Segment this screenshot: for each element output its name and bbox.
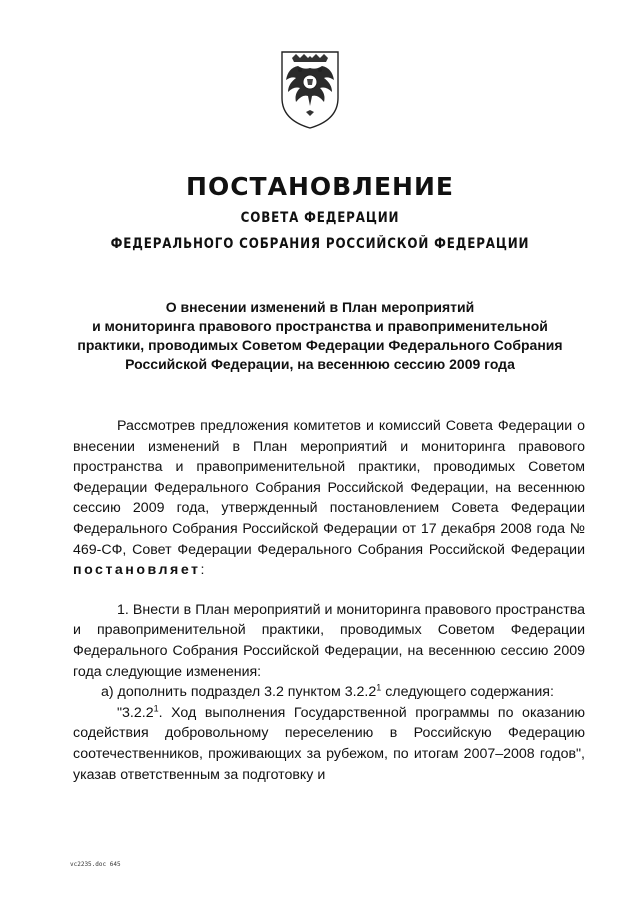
preamble-verb: постановляет	[73, 562, 201, 579]
preamble-paragraph	[73, 416, 585, 581]
issuer-line-1: СОВЕТА ФЕДЕРАЦИИ	[240, 210, 400, 226]
item-a-after: следующего содержания:	[381, 684, 554, 701]
item-1-paragraph: 1. Внести в План мероприятий и мониторинга правового пространства и правоприменительной практики, проводимых Советом Федерации Федерального Собрания Российской Федерации, на весеннюю сессию 2009 года следующие изменения:	[73, 601, 585, 680]
item-a-superscript: 1	[376, 682, 382, 693]
quote-after: . Ход выполнения Государственной программы по оказанию содействия добровольному переселению в Российскую Федерацию соотечественников, проживающих за рубежом, по итогам 2007–2008 годов", указав ответственным за подготовку и	[73, 704, 585, 783]
footer-doc-code: vc2235.doc 645	[70, 861, 121, 868]
document-title: ПОСТАНОВЛЕНИЕ	[186, 172, 454, 201]
item-a-before: а) дополнить подраздел 3.2 пунктом 3.2.2	[101, 684, 377, 701]
preamble-text: Рассмотрев предложения комитетов и комиссий Совета Федерации о внесении изменений в План мероприятий и мониторинга правового пространства и правоприменительной практики, проводимых Советом Федерации Федерального Собрания Российской Федерации, на весеннюю сессию 2009 года, утвержденный постановлением Совета Федерации Федерального Собрания Российской Федерации от 17 декабря 2008 года № 469-СФ, Совет Федерации Федерального Собрания Российской Федерации	[73, 418, 585, 558]
subject-line-3: практики, проводимых Советом Федерации Федерального Собрания	[77, 337, 563, 353]
issuer-line-2: ФЕДЕРАЛЬНОГО СОБРАНИЯ РОССИЙСКОЙ ФЕДЕРАЦИИ	[110, 236, 530, 252]
preamble-colon: :	[200, 562, 205, 579]
document-subject	[60, 298, 580, 374]
document-body	[73, 416, 585, 785]
item-a-paragraph	[73, 682, 585, 703]
document-header	[0, 172, 640, 256]
subject-line-2: и мониторинга правового пространства и правоприменительной	[92, 318, 548, 334]
quote-superscript: 1	[153, 702, 159, 713]
subject-line-4: Российской Федерации, на весеннюю сессию 2009 года	[125, 356, 515, 372]
quote-before: "3.2.2	[117, 704, 154, 721]
russian-coat-of-arms-icon	[278, 46, 342, 130]
quote-paragraph	[73, 703, 585, 785]
subject-line-1: О внесении изменений в План мероприятий	[165, 299, 475, 315]
